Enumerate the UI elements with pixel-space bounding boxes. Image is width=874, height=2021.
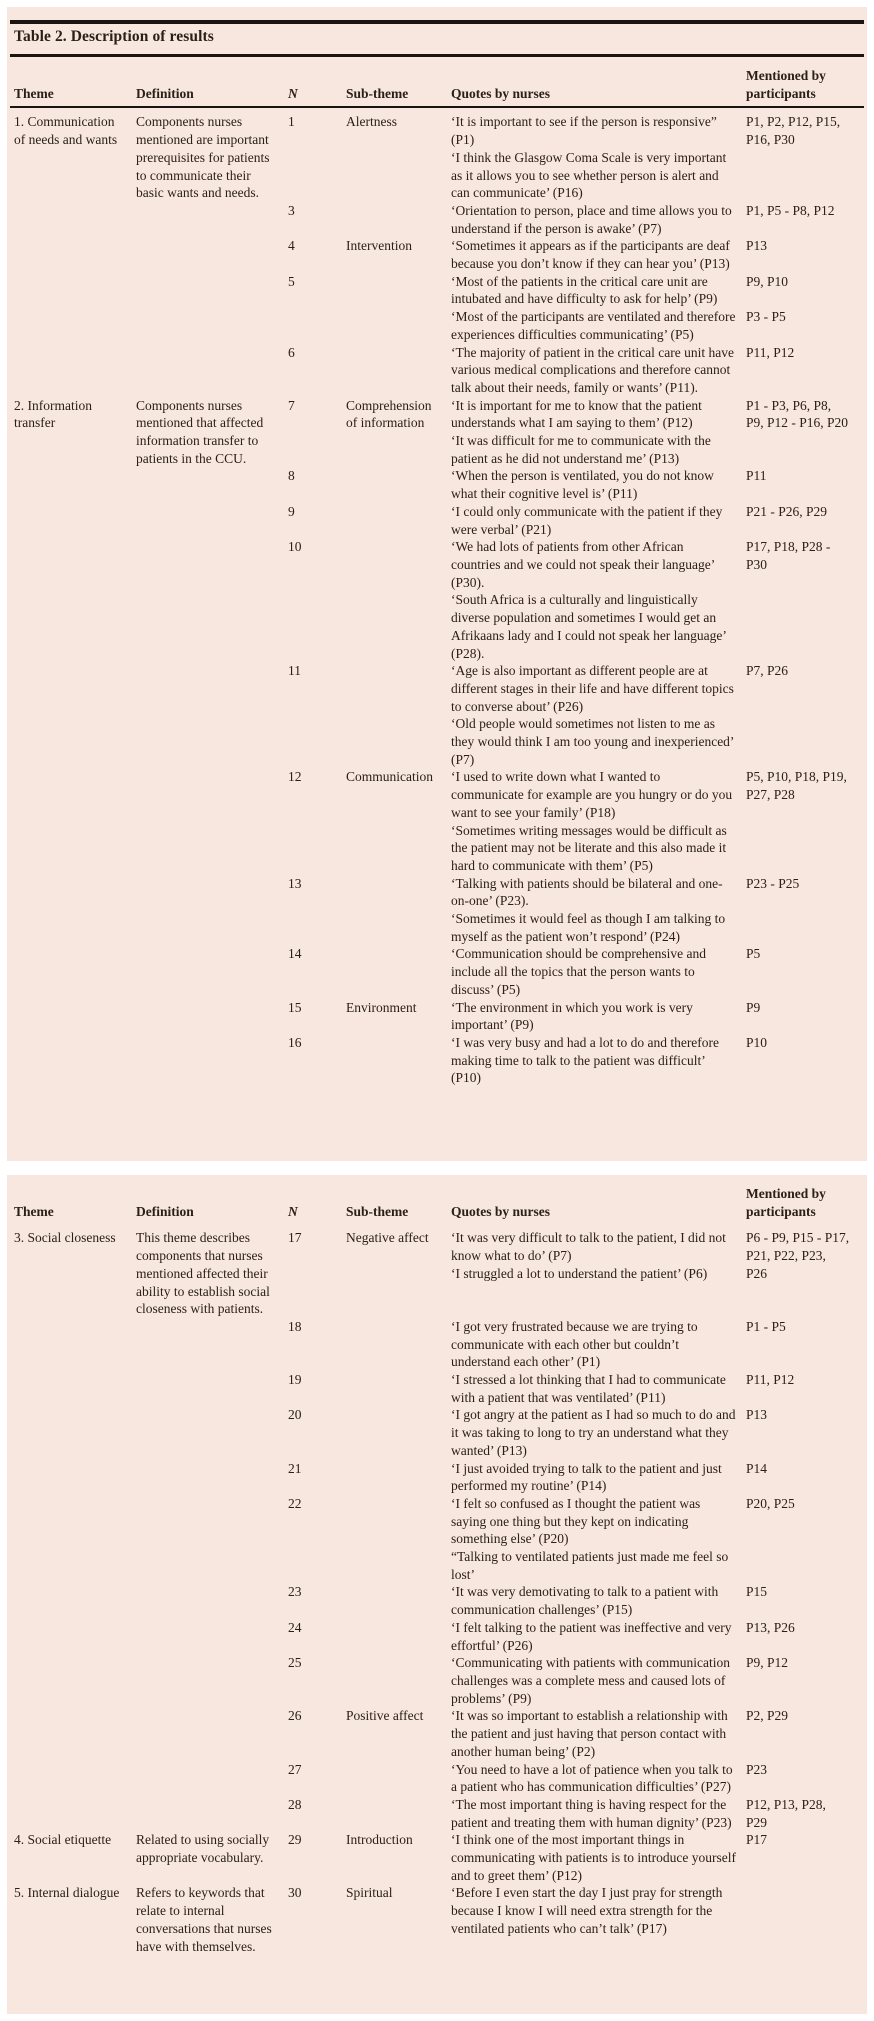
quote-text: ‘Talking with patients should be bilateral and one-on-one’ (P23). [451, 875, 723, 909]
table-row [10, 538, 864, 662]
quote-text: ‘I got very frustrated because we are trying to communicate with each other but couldn’t understand each other’ (P1) [451, 1318, 698, 1370]
mentioned-cell: P17, P18, P28 - P30 [746, 539, 831, 572]
mentioned-cell: P20, P25 [746, 1495, 795, 1511]
n-cell: 29 [288, 1832, 302, 1848]
definition-cell [136, 1034, 288, 1087]
quote-text: ‘It was difficult for me to communicate with the patient as he did not understand me’ (P13) [451, 433, 711, 466]
theme-cell [14, 503, 136, 538]
theme-cell [14, 1318, 136, 1371]
table-row [10, 1034, 864, 1087]
table-row [10, 1318, 864, 1371]
theme-cell [14, 237, 136, 272]
results-table-section-1 [7, 7, 867, 1161]
quote-text: ‘We had lots of patients from other African countries and we could not speak their language’ (P30). [451, 539, 715, 590]
definition-cell [136, 503, 288, 538]
column-header-definition: Definition [136, 1203, 194, 1219]
quotes-cell [451, 1034, 746, 1087]
mentioned-cell: P9 [746, 999, 761, 1015]
definition-cell: Related to using socially appropriate vocabulary. [136, 1832, 270, 1866]
subtheme-cell [346, 1318, 451, 1371]
quote-text: ‘I could only communicate with the patient if they were verbal’ (P21) [451, 503, 723, 537]
table-row [10, 1619, 864, 1654]
results-table-section-2 [7, 1175, 867, 2014]
column-header-subtheme: Sub-theme [346, 1203, 409, 1219]
table-row [10, 768, 864, 874]
definition-cell [136, 467, 288, 502]
definition-cell [136, 1707, 288, 1760]
theme-cell [14, 308, 136, 343]
mentioned-cell: P11, P12 [746, 1372, 795, 1388]
theme-cell [14, 875, 136, 946]
subtheme-cell [346, 1371, 451, 1406]
mentioned-cell: P1 - P3, P6, P8, P9, P12 - P16, P20 [746, 397, 849, 431]
table-row [10, 875, 864, 946]
theme-cell [14, 1460, 136, 1495]
theme-cell [14, 1034, 136, 1087]
quote-text: ‘Communicating with patients with communication challenges was a complete mess and caused lots of problems’ (P9) [451, 1655, 730, 1706]
subtheme-cell [346, 662, 451, 768]
table-row [10, 237, 864, 272]
column-header-mentioned [746, 1185, 860, 1220]
column-header-n: N [288, 85, 298, 101]
subtheme-cell [346, 1654, 451, 1707]
quotes-cell [451, 1371, 746, 1406]
theme-cell [14, 1654, 136, 1707]
definition-cell [136, 1583, 288, 1618]
subtheme-cell [346, 1619, 451, 1654]
quotes-cell [451, 1796, 746, 1831]
column-header-mentioned-line1: Mentioned by [746, 1186, 826, 1201]
table-row [10, 503, 864, 538]
column-header-definition: Definition [136, 85, 194, 101]
quote-text: ‘I just avoided trying to talk to the patient and just performed my routine’ (P14) [451, 1460, 722, 1494]
subtheme-cell: Intervention [346, 238, 412, 254]
mentioned-cell: P10 [746, 1034, 768, 1050]
column-header-mentioned-line1: Mentioned by [746, 68, 826, 83]
table-row [10, 1831, 864, 1884]
n-cell: 8 [288, 468, 295, 484]
theme-cell [14, 999, 136, 1034]
mentioned-cell: P5, P10, P18, P19, P27, P28 [746, 769, 847, 803]
quotes-cell [451, 1831, 746, 1884]
subtheme-cell: Introduction [346, 1832, 413, 1848]
subtheme-cell: Comprehension of information [346, 397, 432, 431]
subtheme-cell [346, 1495, 451, 1584]
n-cell: 22 [288, 1495, 302, 1511]
n-cell: 11 [288, 663, 301, 679]
subtheme-cell [346, 202, 451, 237]
subtheme-cell: Positive affect [346, 1708, 424, 1724]
quotes-cell [451, 1406, 746, 1459]
quote-text: ‘I struggled a lot to understand the patient’ (P6) [451, 1265, 708, 1281]
table-row [10, 1884, 864, 1955]
quotes-cell [451, 503, 746, 538]
theme-cell: 2. Information transfer [14, 397, 92, 431]
theme-cell [14, 202, 136, 237]
table-title: Table 2. Description of results [10, 20, 864, 57]
quote-text: ‘When the person is ventilated, you do not know what their cognitive level is’ (P11) [451, 468, 714, 502]
quotes-cell [451, 538, 746, 662]
definition-cell [136, 768, 288, 874]
definition-cell: This theme describes components that nurses mentioned affected their ability to establish social closeness with patients. [136, 1230, 270, 1317]
n-cell: 10 [288, 539, 302, 555]
subtheme-cell [346, 1460, 451, 1495]
mentioned-cell: P1, P5 - P8, P12 [746, 202, 835, 218]
theme-cell [14, 1761, 136, 1796]
quotes-cell [451, 1761, 746, 1796]
quotes-cell [451, 1707, 746, 1760]
theme-cell [14, 273, 136, 308]
column-header-theme: Theme [14, 1203, 54, 1219]
mentioned-cell: P13, P26 [746, 1619, 795, 1635]
theme-cell: 5. Internal dialogue [14, 1885, 120, 1901]
definition-cell: Components nurses mentioned that affected information transfer to patients in the CCU. [136, 397, 264, 466]
quotes-cell [451, 202, 746, 237]
table-row [10, 1707, 864, 1760]
quote-text: ‘I think the Glasgow Coma Scale is very important as it allows you to see whether person is alert and can communicate’ (P16) [451, 149, 727, 201]
n-cell: 30 [288, 1885, 302, 1901]
n-cell: 28 [288, 1796, 302, 1812]
n-cell: 21 [288, 1460, 302, 1476]
definition-cell [136, 875, 288, 946]
column-header-mentioned-line2: participants [746, 1203, 816, 1219]
definition-cell [136, 538, 288, 662]
n-cell: 15 [288, 999, 302, 1015]
definition-cell [136, 1318, 288, 1371]
mentioned-cell: P23 - P25 [746, 875, 800, 891]
table-row [10, 202, 864, 237]
subtheme-cell [346, 273, 451, 308]
quotes-cell [451, 999, 746, 1034]
subtheme-cell [346, 1034, 451, 1087]
column-header-quotes: Quotes by nurses [451, 1203, 551, 1219]
mentioned-cell: P1 - P5 [746, 1318, 786, 1334]
quotes-cell [451, 397, 746, 468]
n-cell: 7 [288, 397, 295, 413]
quote-text: ‘Most of the participants are ventilated and therefore experiences difficulties communicating’ (P5) [451, 309, 736, 342]
quote-text: ‘It was very demotivating to talk to a patient with communication challenges’ (P15) [451, 1584, 719, 1618]
n-cell [288, 308, 346, 343]
quote-text: ‘Old people would sometimes not listen to me as they would think I am too young and inexperienced’ (P7) [451, 716, 734, 767]
table-row [10, 1761, 864, 1796]
theme-cell [14, 1583, 136, 1618]
mentioned-cell: P9, P12 [746, 1655, 789, 1671]
n-cell: 16 [288, 1034, 302, 1050]
column-header-n: N [288, 1203, 298, 1219]
mentioned-cell: P12, P13, P28, P29 [746, 1796, 826, 1830]
quote-text: ‘Sometimes it appears as if the participants are deaf because you don’t know if they can hear you’ (P13) [451, 238, 730, 272]
quote-text: ‘Age is also important as different people are at different stages in their life and have different topics to converse about’ (P26) [451, 663, 734, 714]
theme-cell [14, 945, 136, 998]
mentioned-cell: P9, P10 [746, 273, 789, 289]
quote-text: ‘I got angry at the patient as I had so much to do and it was taking to long to try an understand what they wanted’ (P13) [451, 1407, 736, 1458]
definition-cell [136, 1371, 288, 1406]
quotes-cell [451, 308, 746, 343]
theme-cell [14, 1371, 136, 1406]
n-cell: 23 [288, 1584, 302, 1600]
table-row [10, 308, 864, 343]
n-cell: 25 [288, 1655, 302, 1671]
definition-cell [136, 1460, 288, 1495]
mentioned-cell: P11, P12 [746, 344, 795, 360]
n-cell: 9 [288, 503, 295, 519]
theme-cell: 3. Social closeness [14, 1230, 116, 1246]
quote-text: ‘I felt talking to the patient was ineffective and very effortful’ (P26) [451, 1619, 732, 1653]
quote-text: ‘The most important thing is having respect for the patient and treating them with human dignity’ (P23) [451, 1796, 732, 1830]
quote-text: ‘I felt so confused as I thought the patient was saying one thing but they kept on indicating something else’ (P20) [451, 1495, 701, 1547]
theme-cell [14, 1495, 136, 1584]
theme-cell [14, 344, 136, 397]
quote-text: ‘Before I even start the day I just pray for strength because I know I will need extra strength for the ventilated patients who can’t talk’ (P17) [451, 1885, 723, 1936]
subtheme-cell [346, 503, 451, 538]
definition-cell [136, 1619, 288, 1654]
theme-cell [14, 1406, 136, 1459]
definition-cell [136, 308, 288, 343]
n-cell: 6 [288, 344, 295, 360]
table-row [10, 1460, 864, 1495]
table-row [10, 1796, 864, 1831]
subtheme-cell [346, 875, 451, 946]
mentioned-cell: P6 - P9, P15 - P17, P21, P22, P23, P26 [746, 1230, 850, 1281]
column-header-theme: Theme [14, 85, 54, 101]
quote-text: ‘The majority of patient in the critical care unit have various medical complications and therefore cannot talk about their needs, family or wants’ (P11). [451, 344, 735, 395]
n-cell: 12 [288, 769, 302, 785]
quotes-cell [451, 113, 746, 202]
quotes-cell [451, 344, 746, 397]
quote-text: ‘You need to have a lot of patience when you talk to a patient who has communication difficulties’ (P27) [451, 1761, 733, 1795]
definition-cell [136, 1495, 288, 1584]
mentioned-cell: P7, P26 [746, 663, 789, 679]
definition-cell [136, 1796, 288, 1831]
quotes-cell [451, 273, 746, 308]
quotes-cell [451, 1619, 746, 1654]
quote-text: ‘It was very difficult to talk to the patient, I did not know what to do’ (P7) [451, 1230, 726, 1264]
definition-cell: Components nurses mentioned are important prerequisites for patients to communicate their basic wants and needs. [136, 114, 270, 201]
quotes-cell [451, 1318, 746, 1371]
quotes-cell [451, 945, 746, 998]
theme-cell [14, 1707, 136, 1760]
quote-text: ‘Orientation to person, place and time allows you to understand if the person is awake’ (P7) [451, 202, 732, 236]
mentioned-cell: P3 - P5 [746, 309, 786, 325]
n-cell: 27 [288, 1761, 302, 1777]
quote-text: “Talking to ventilated patients just made me feel so lost’ [451, 1549, 729, 1582]
n-cell: 5 [288, 273, 295, 289]
mentioned-cell: P14 [746, 1460, 768, 1476]
table-header [10, 57, 864, 108]
quotes-cell [451, 1495, 746, 1584]
quote-text: ‘Sometimes it would feel as though I am talking to myself as the patient won’t respond’ (P24) [451, 911, 726, 944]
mentioned-cell [746, 1884, 860, 1955]
subtheme-cell: Spiritual [346, 1885, 393, 1901]
quotes-cell [451, 1654, 746, 1707]
n-cell: 24 [288, 1619, 302, 1635]
subtheme-cell: Negative affect [346, 1230, 429, 1246]
subtheme-cell [346, 308, 451, 343]
quotes-cell [451, 1229, 746, 1318]
definition-cell [136, 945, 288, 998]
definition-cell [136, 1761, 288, 1796]
table-body-section-2 [10, 1224, 864, 1955]
n-cell: 1 [288, 114, 295, 130]
table-row [10, 1406, 864, 1459]
table-row [10, 999, 864, 1034]
column-header-quotes: Quotes by nurses [451, 85, 551, 101]
subtheme-cell [346, 1583, 451, 1618]
mentioned-cell: P21 - P26, P29 [746, 503, 828, 519]
mentioned-cell: P13 [746, 1407, 768, 1423]
table-row [10, 662, 864, 768]
subtheme-cell [346, 344, 451, 397]
column-header-mentioned [746, 67, 860, 102]
table-header-row [10, 1185, 864, 1220]
mentioned-cell: P11 [746, 468, 767, 484]
mentioned-cell: P1, P2, P12, P15, P16, P30 [746, 114, 841, 148]
theme-cell: 4. Social etiquette [14, 1832, 112, 1848]
table-row [10, 1495, 864, 1584]
n-cell: 18 [288, 1318, 302, 1334]
theme-cell [14, 1619, 136, 1654]
table-row [10, 467, 864, 502]
mentioned-cell: P23 [746, 1761, 768, 1777]
theme-cell [14, 768, 136, 874]
subtheme-cell [346, 467, 451, 502]
quote-text: ‘I used to write down what I wanted to communicate for example are you hungry or do you want to see your family’ (P18) [451, 769, 733, 820]
n-cell: 26 [288, 1708, 302, 1724]
subtheme-cell: Alertness [346, 114, 397, 130]
quote-text: ‘South Africa is a culturally and linguistically diverse population and sometimes I would get an Afrikaans lady and I could not speak her language’ (P28). [451, 592, 726, 661]
definition-cell: Refers to keywords that relate to internal conversations that nurses have with themselves. [136, 1885, 272, 1954]
theme-cell [14, 467, 136, 502]
mentioned-cell: P17 [746, 1832, 768, 1848]
table-row [10, 945, 864, 998]
subtheme-cell: Communication [346, 769, 433, 785]
table-row [10, 273, 864, 308]
quotes-cell [451, 237, 746, 272]
definition-cell [136, 662, 288, 768]
table-row [10, 113, 864, 202]
n-cell: 3 [288, 202, 295, 218]
quote-text: ‘It is important to see if the person is responsive” (P1) [451, 114, 717, 148]
definition-cell [136, 237, 288, 272]
table-header-row [10, 67, 864, 102]
subtheme-cell [346, 1406, 451, 1459]
n-cell: 17 [288, 1230, 302, 1246]
mentioned-cell: P13 [746, 238, 768, 254]
quote-text: ‘I stressed a lot thinking that I had to communicate with a patient that was ventilated’ (P11) [451, 1372, 726, 1405]
mentioned-cell: P5 [746, 946, 761, 962]
n-cell: 19 [288, 1372, 302, 1388]
quote-text: ‘I was very busy and had a lot to do and therefore making time to talk to the patient was difficult’ (P10) [451, 1034, 720, 1086]
quotes-cell [451, 875, 746, 946]
table-row [10, 397, 864, 468]
n-cell: 20 [288, 1407, 302, 1423]
definition-cell [136, 202, 288, 237]
quotes-cell [451, 467, 746, 502]
theme-cell [14, 538, 136, 662]
quote-text: ‘Communication should be comprehensive and include all the topics that the person wants to discuss’ (P5) [451, 946, 706, 997]
n-cell: 4 [288, 238, 295, 254]
theme-cell [14, 1796, 136, 1831]
quotes-cell [451, 662, 746, 768]
quotes-cell [451, 1884, 746, 1955]
quote-text: ‘Most of the patients in the critical care unit are intubated and have difficulty to ask for help’ (P9) [451, 273, 718, 307]
quote-text: ‘Sometimes writing messages would be difficult as the patient may not be literate and this also made it hard to communicate with them’ (P5) [451, 822, 727, 873]
table-header-continued [10, 1175, 864, 1224]
theme-cell: 1. Communication of needs and wants [14, 114, 118, 148]
table-row [10, 1583, 864, 1618]
definition-cell [136, 273, 288, 308]
quotes-cell [451, 1583, 746, 1618]
definition-cell [136, 999, 288, 1034]
quote-text: ‘I think one of the most important things in communicating with patients is to introduce yourself and to greet them’ (P12) [451, 1832, 736, 1883]
table-row [10, 1371, 864, 1406]
mentioned-cell: P15 [746, 1584, 768, 1600]
quotes-cell [451, 1460, 746, 1495]
n-cell: 14 [288, 946, 302, 962]
subtheme-cell [346, 1761, 451, 1796]
subtheme-cell [346, 945, 451, 998]
subtheme-cell: Environment [346, 999, 417, 1015]
mentioned-cell: P2, P29 [746, 1708, 789, 1724]
quote-text: ‘It was so important to establish a relationship with the patient and just having that person contact with another human being’ (P2) [451, 1708, 728, 1759]
definition-cell [136, 1406, 288, 1459]
table-row [10, 344, 864, 397]
quote-text: ‘The environment in which you work is very important’ (P9) [451, 999, 693, 1033]
column-header-mentioned-line2: participants [746, 85, 816, 101]
theme-cell [14, 662, 136, 768]
definition-cell [136, 1654, 288, 1707]
n-cell: 13 [288, 875, 302, 891]
table-row [10, 1229, 864, 1318]
column-header-subtheme: Sub-theme [346, 85, 409, 101]
table-body-section-1 [10, 108, 864, 1087]
subtheme-cell [346, 538, 451, 662]
quotes-cell [451, 768, 746, 874]
definition-cell [136, 344, 288, 397]
quote-text: ‘It is important for me to know that the patient understands what I am saying to them’ (P12) [451, 397, 702, 431]
subtheme-cell [346, 1796, 451, 1831]
table-row [10, 1654, 864, 1707]
